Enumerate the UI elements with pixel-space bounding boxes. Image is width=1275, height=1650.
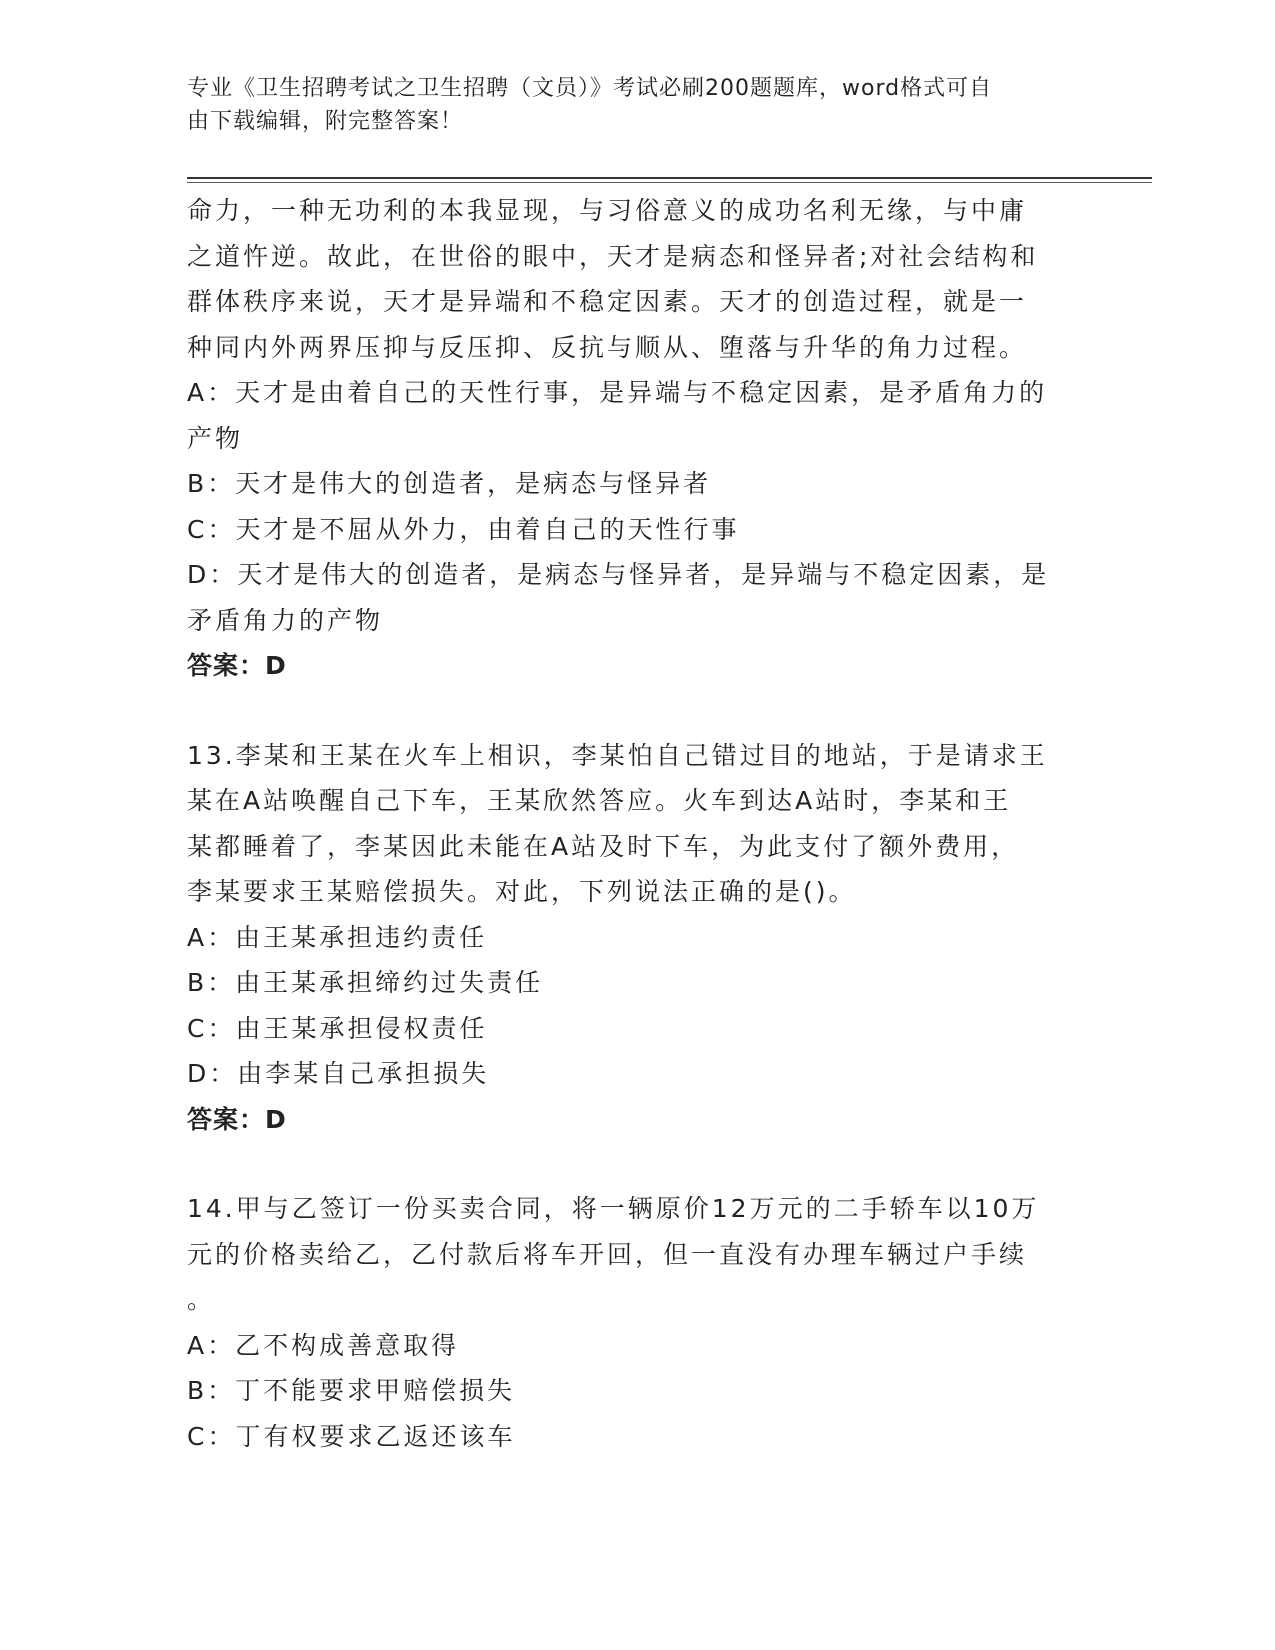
question-text-line: 种同内外两界压抑与反压抑、反抗与顺从、堕落与升华的角力过程。 (187, 332, 1028, 362)
option-a: A：由王某承担违约责任 (187, 922, 488, 952)
answer-label: 答案：D (187, 1104, 287, 1134)
question-text-line: 李某要求王某赔偿损失。对此，下列说法正确的是()。 (187, 877, 857, 906)
spacer (187, 689, 1087, 733)
question-text-line: 元的价格卖给乙，乙付款后将车开回，但一直没有办理车辆过户手续 (187, 1239, 1028, 1269)
spacer (187, 1142, 1087, 1186)
option-d: D：天才是伟大的创造者，是病态与怪异者，是异端与不稳定因素，是 (187, 560, 1050, 589)
question-text-line: 之道忤逆。故此，在世俗的眼中，天才是病态和怪异者;对社会结构和 (187, 241, 1039, 271)
question-text-line: 某都睡着了，李某因此未能在A站及时下车，为此支付了额外费用， (187, 831, 1020, 861)
option-b: B：天才是伟大的创造者，是病态与怪异者 (187, 469, 712, 498)
header-rule-thin (187, 182, 1152, 183)
question-13 (187, 733, 1087, 1143)
question-text-line: 。 (187, 1285, 216, 1314)
option-c: C：天才是不屈从外力，由着自己的天性行事 (187, 514, 740, 544)
header-title-line-1: 专业《卫生招聘考试之卫生招聘（文员）》考试必刷200题题库，word格式可自 (187, 76, 993, 101)
question-14 (187, 1186, 1087, 1459)
page-header (187, 72, 1067, 138)
header-title-line-2: 由下载编辑，附完整答案！ (187, 109, 464, 134)
question-text-line: 某在A站唤醒自己下车，王某欣然答应。火车到达A站时，李某和王 (187, 786, 1012, 815)
option-d: D：由李某自己承担损失 (187, 1059, 490, 1088)
option-c: C：由王某承担侵权责任 (187, 1013, 488, 1043)
option-d-continued: 矛盾角力的产物 (187, 605, 384, 635)
option-a: A：天才是由着自己的天性行事，是异端与不稳定因素，是矛盾角力的 (187, 378, 1048, 407)
option-c: C：丁有权要求乙返还该车 (187, 1421, 516, 1451)
option-a: A：乙不构成善意取得 (187, 1330, 460, 1360)
question-text-line: 群体秩序来说，天才是异端和不稳定因素。天才的创造过程，就是一 (187, 287, 1028, 316)
question-12 (187, 188, 1087, 689)
question-text-line: 命力，一种无功利的本我显现，与习俗意义的成功名利无缘，与中庸 (187, 196, 1028, 225)
answer-label: 答案：D (187, 651, 287, 680)
question-text-line: 14.甲与乙签订一份买卖合同，将一辆原价12万元的二手轿车以10万 (187, 1194, 1040, 1223)
option-a-continued: 产物 (187, 423, 244, 453)
header-rule-thick (187, 177, 1152, 179)
option-b: B：由王某承担缔约过失责任 (187, 968, 544, 997)
document-body (187, 188, 1087, 1459)
question-text-line: 13.李某和王某在火车上相识，李某怕自己错过目的地站，于是请求王 (187, 740, 1048, 770)
option-b: B：丁不能要求甲赔偿损失 (187, 1376, 516, 1405)
